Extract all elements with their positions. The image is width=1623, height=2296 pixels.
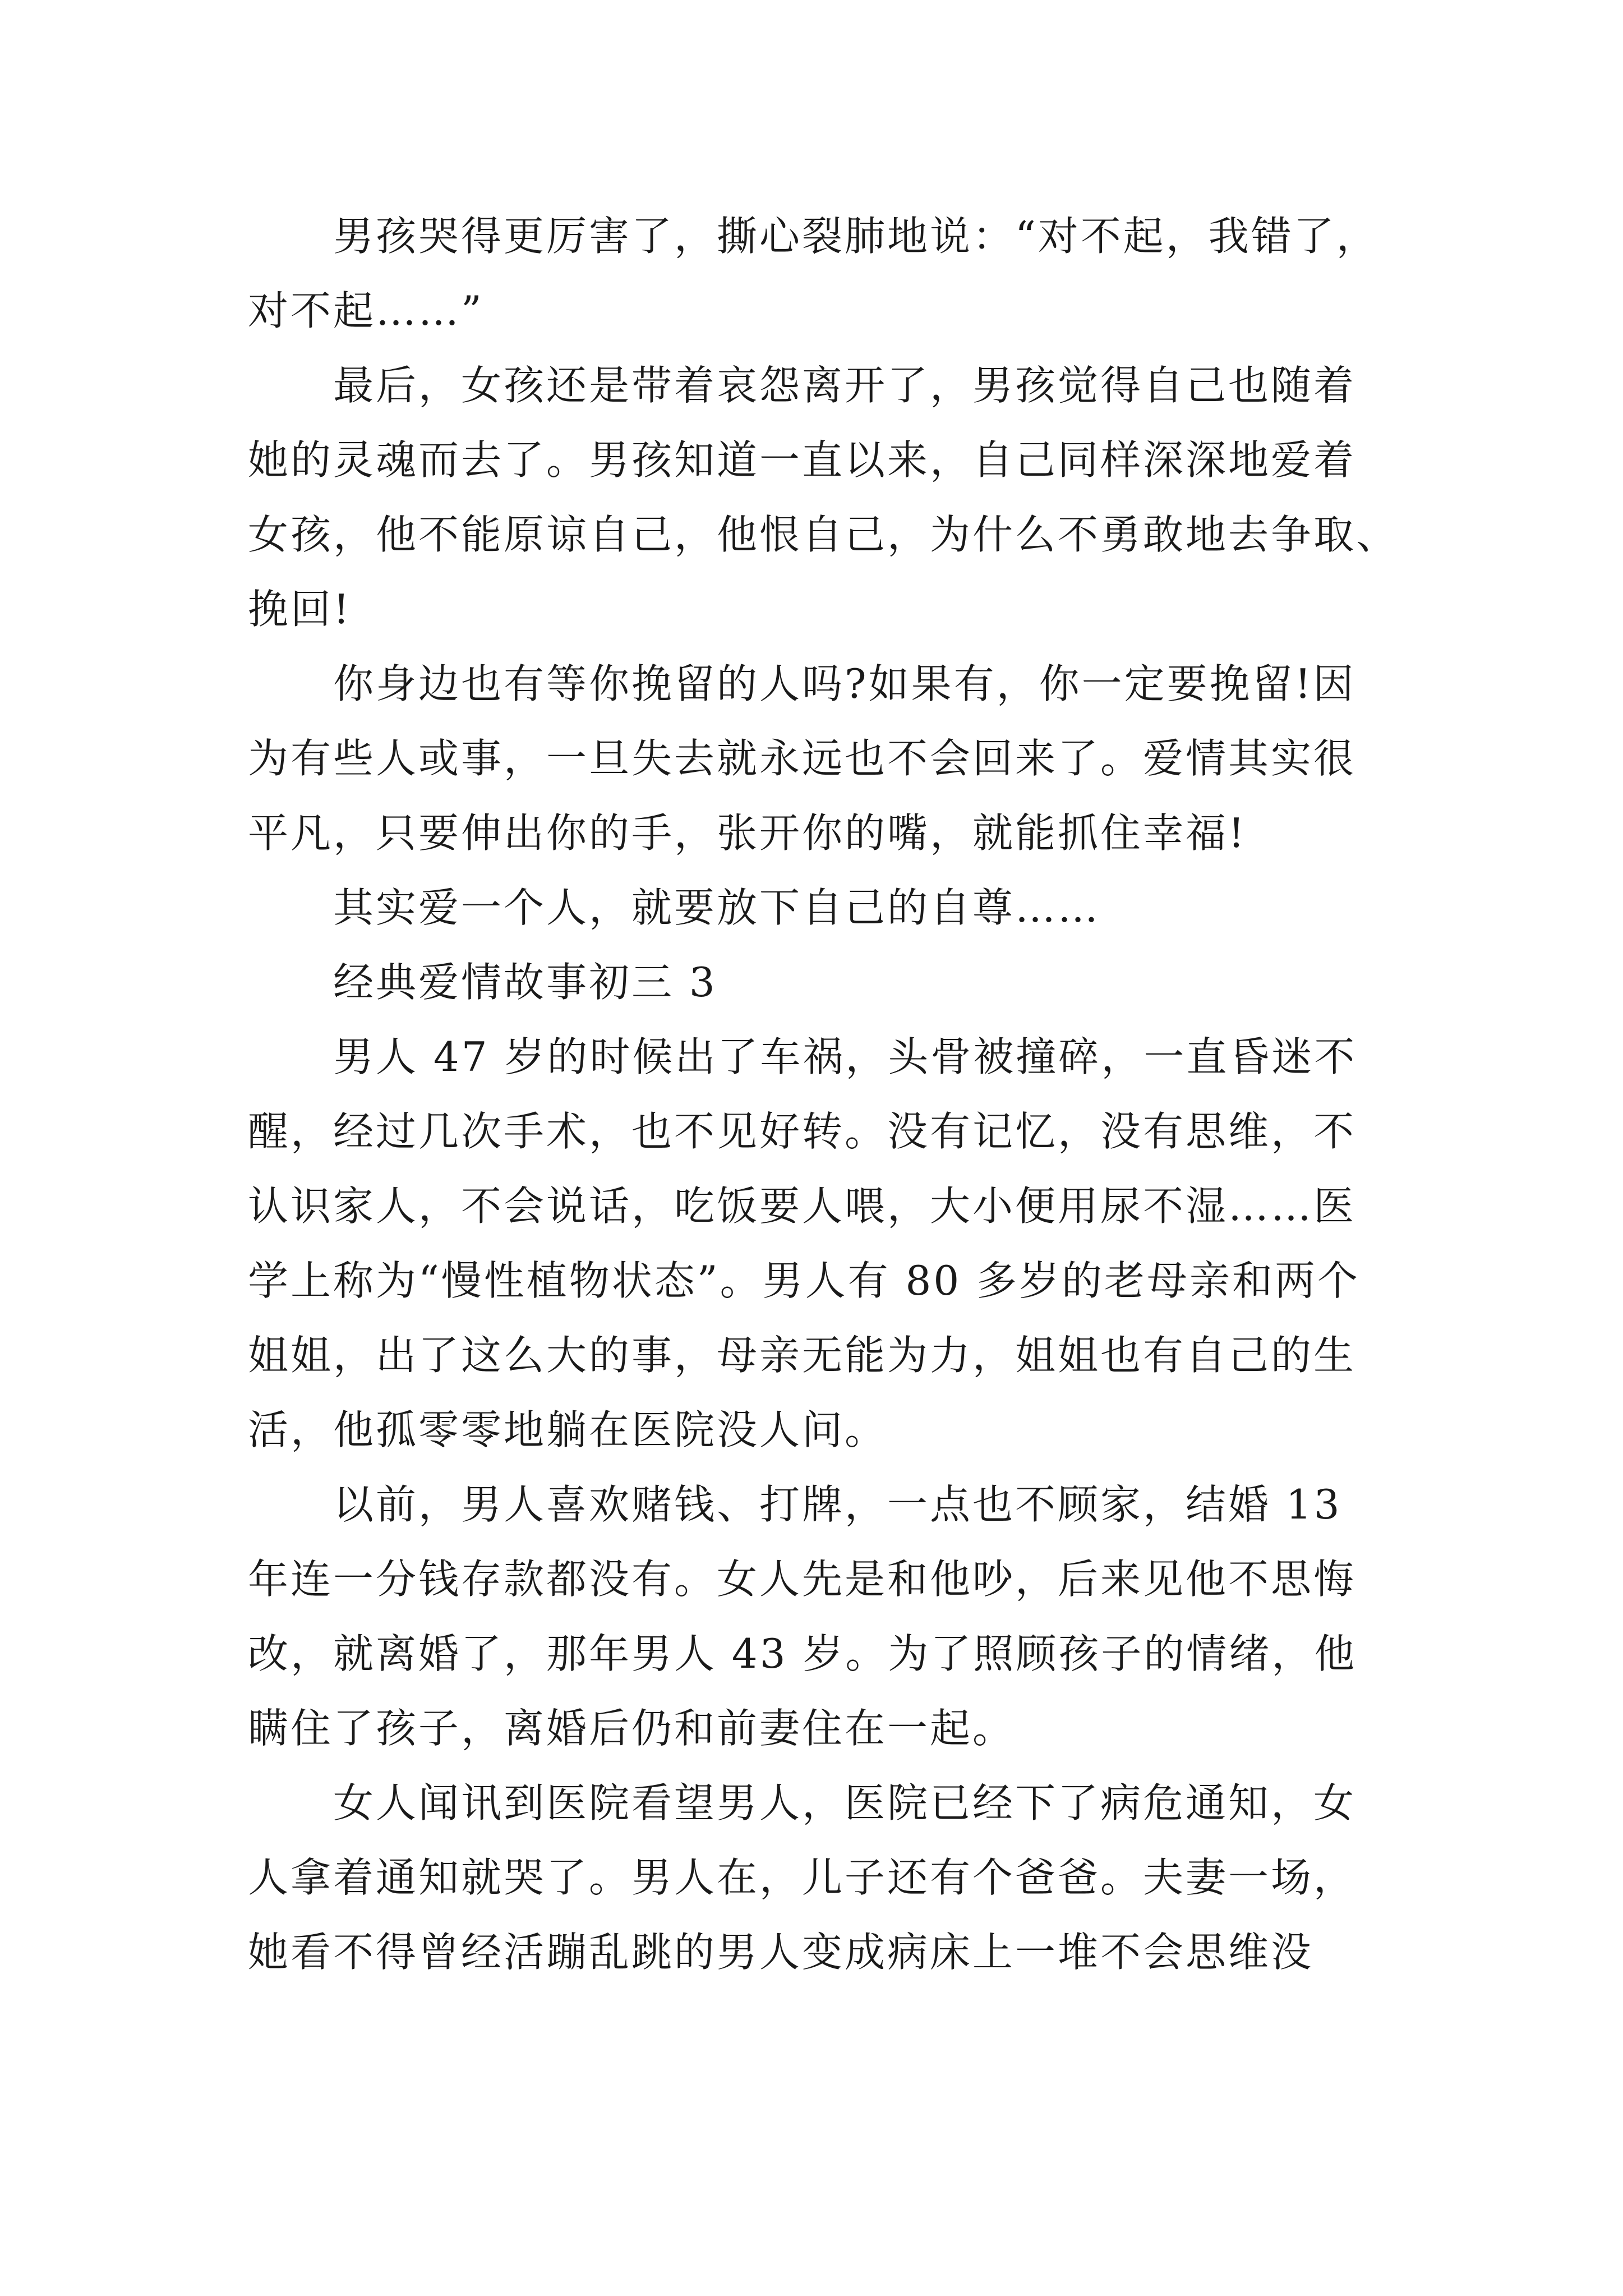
text-line: 她的灵魂而去了。男孩知道一直以来，自己同样深深地爱着 <box>248 436 1357 484</box>
text-line: 你身边也有等你挽留的人吗?如果有，你一定要挽留!因 <box>333 660 1356 707</box>
text-line: 学上称为“慢性植物状态”。男人有 80 多岁的老母亲和两个 <box>248 1257 1361 1304</box>
text-line: 以前，男人喜欢赌钱、打牌，一点也不顾家，结婚 13 <box>333 1481 1342 1528</box>
text-line: 挽回! <box>248 586 352 633</box>
text-line: 为有些人或事，一旦失去就永远也不会回来了。爱情其实很 <box>248 735 1357 782</box>
text-line: 活，他孤零零地躺在医院没人问。 <box>248 1406 888 1453</box>
section-heading: 经典爱情故事初三 3 <box>333 959 717 1006</box>
text-line: 醒，经过几次手术，也不见好转。没有记忆，没有思维，不 <box>248 1108 1357 1155</box>
text-line: 其实爱一个人，就要放下自己的自尊…… <box>333 884 1101 931</box>
text-line: 最后，女孩还是带着哀怨离开了，男孩觉得自己也随着 <box>333 362 1357 409</box>
text-line: 男人 47 岁的时候出了车祸，头骨被撞碎，一直昏迷不 <box>333 1033 1357 1080</box>
text-line: 认识家人，不会说话，吃饭要人喂，大小便用尿不湿……医 <box>248 1182 1357 1230</box>
text-line: 她看不得曾经活蹦乱跳的男人变成病床上一堆不会思维没 <box>248 1929 1314 1976</box>
text-line: 年连一分钱存款都没有。女人先是和他吵，后来见他不思悔 <box>248 1556 1357 1603</box>
text-line: 改，就离婚了，那年男人 43 岁。为了照顾孩子的情绪，他 <box>248 1630 1357 1677</box>
text-line: 平凡，只要伸出你的手，张开你的嘴，就能抓住幸福! <box>248 809 1247 857</box>
text-line: 男孩哭得更厉害了，撕心裂肺地说：“对不起，我错了， <box>333 213 1379 260</box>
document-body <box>248 199 1403 1990</box>
text-line: 姐姐，出了这么大的事，母亲无能为力，姐姐也有自己的生 <box>248 1332 1357 1379</box>
text-line: 对不起……” <box>248 287 484 334</box>
text-line: 女孩，他不能原谅自己，他恨自己，为什么不勇敢地去争取、 <box>248 511 1399 558</box>
text-line: 女人闻讯到医院看望男人，医院已经下了病危通知，女 <box>333 1779 1357 1826</box>
text-line: 人拿着通知就哭了。男人在，儿子还有个爸爸。夫妻一场， <box>248 1854 1357 1901</box>
text-line: 瞒住了孩子，离婚后仍和前妻住在一起。 <box>248 1705 1016 1752</box>
